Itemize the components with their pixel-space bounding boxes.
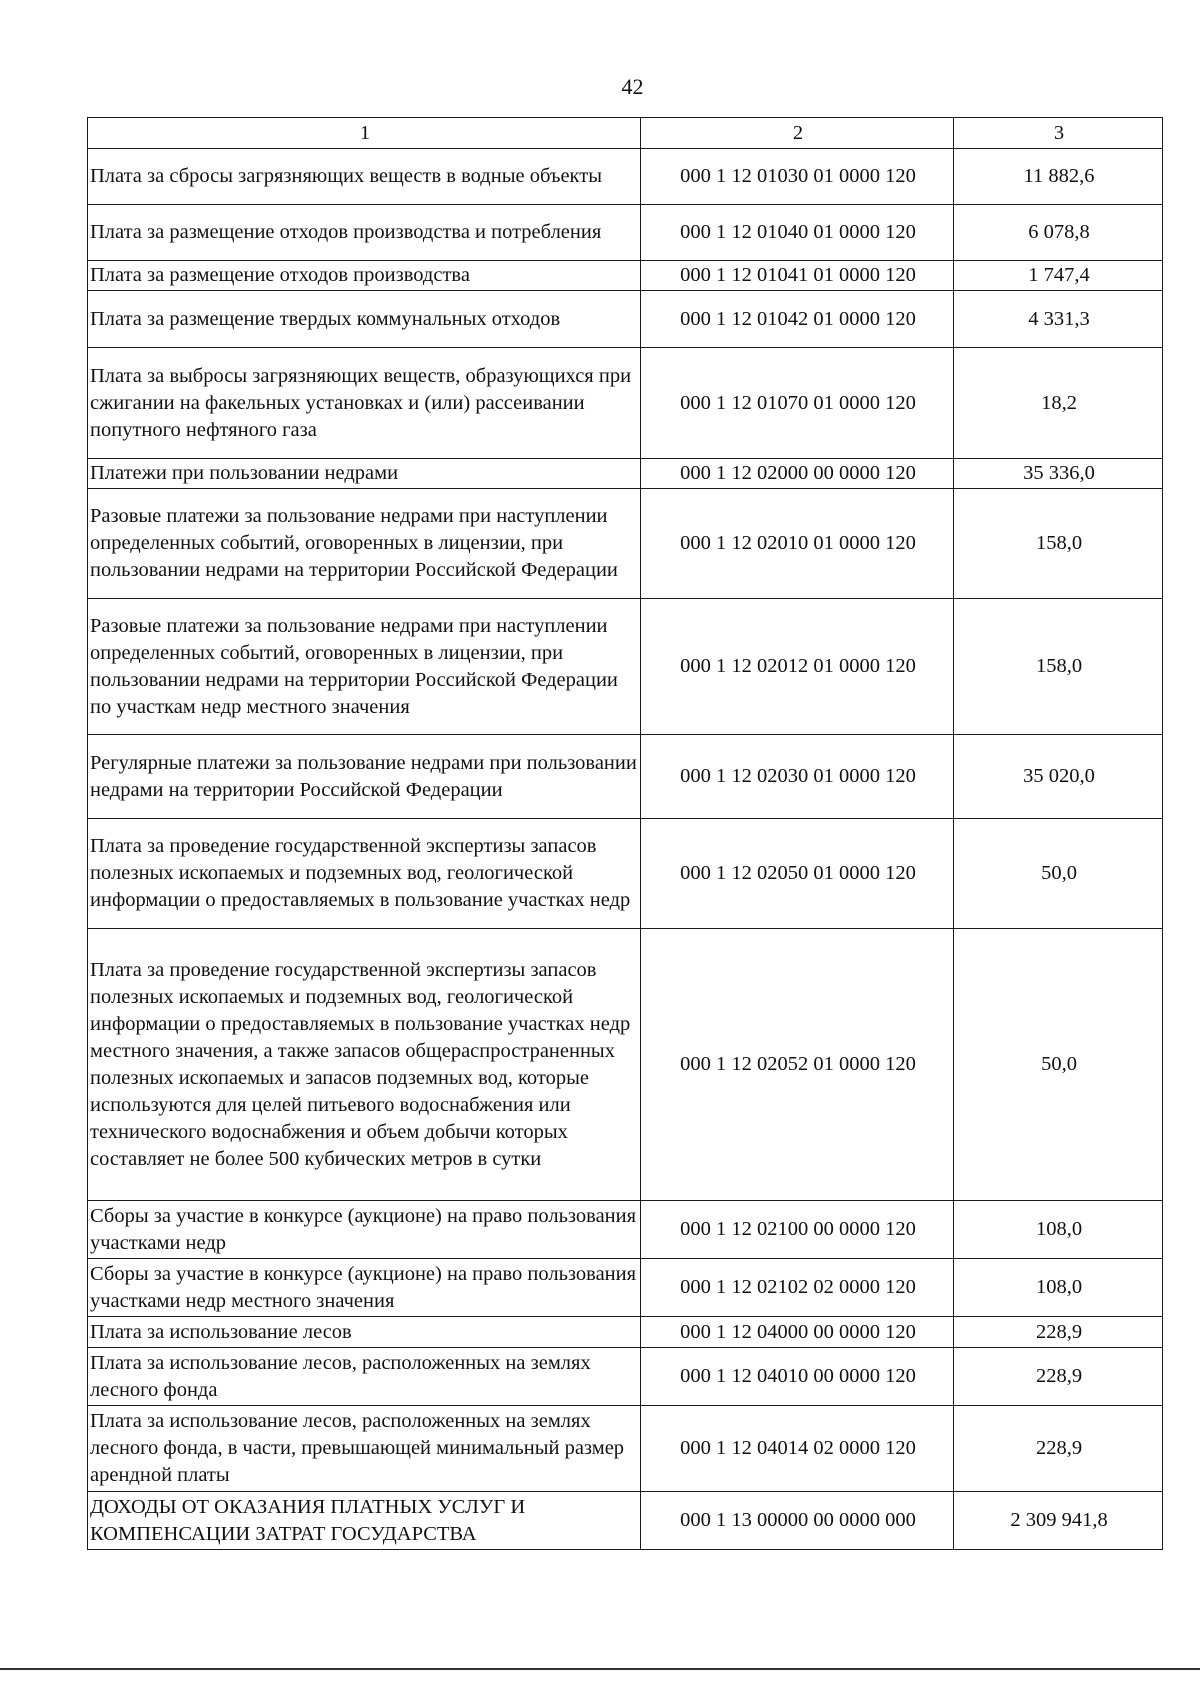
budget-code: 000 1 12 01041 01 0000 120 [641, 261, 954, 291]
amount: 2 309 941,8 [954, 1492, 1163, 1550]
budget-code: 000 1 12 04014 02 0000 120 [641, 1406, 954, 1492]
budget-code: 000 1 12 02012 01 0000 120 [641, 599, 954, 735]
revenue-name: Платежи при пользовании недрами [88, 459, 641, 489]
table-row [88, 819, 1163, 929]
amount: 158,0 [954, 599, 1163, 735]
table-row [88, 1201, 1163, 1259]
revenue-name: Плата за размещение твердых коммунальных отходов [88, 291, 641, 348]
amount: 11 882,6 [954, 149, 1163, 205]
amount: 1 747,4 [954, 261, 1163, 291]
revenue-name: Плата за использование лесов, расположенных на землях лесного фонда, в части, превышающей минимальный размер арендной платы [88, 1406, 641, 1492]
revenue-name: Сборы за участие в конкурсе (аукционе) на право пользования участками недр [88, 1201, 641, 1259]
budget-revenue-table [87, 117, 1163, 1550]
revenue-name: Плата за проведение государственной экспертизы запасов полезных ископаемых и подземных вод, геологической информации о предоставляемых в пользование участках недр [88, 819, 641, 929]
budget-code: 000 1 12 01042 01 0000 120 [641, 291, 954, 348]
budget-code: 000 1 12 02010 01 0000 120 [641, 489, 954, 599]
budget-code: 000 1 12 02102 02 0000 120 [641, 1259, 954, 1317]
column-header-3: 3 [954, 118, 1163, 149]
amount: 35 020,0 [954, 735, 1163, 819]
amount: 35 336,0 [954, 459, 1163, 489]
amount: 228,9 [954, 1317, 1163, 1348]
amount: 50,0 [954, 819, 1163, 929]
budget-code: 000 1 12 04000 00 0000 120 [641, 1317, 954, 1348]
budget-code: 000 1 12 01070 01 0000 120 [641, 348, 954, 459]
table-row [88, 1348, 1163, 1406]
budget-code: 000 1 12 02000 00 0000 120 [641, 459, 954, 489]
footer-rule [0, 1668, 1200, 1670]
table-row [88, 1406, 1163, 1492]
revenue-name: Плата за размещение отходов производства и потребления [88, 205, 641, 261]
budget-code: 000 1 12 02052 01 0000 120 [641, 929, 954, 1201]
revenue-name: Сборы за участие в конкурсе (аукционе) на право пользования участками недр местного значения [88, 1259, 641, 1317]
table-row [88, 205, 1163, 261]
revenue-name: Плата за использование лесов, расположенных на землях лесного фонда [88, 1348, 641, 1406]
page-number: 42 [621, 74, 644, 99]
revenue-name: Разовые платежи за пользование недрами при наступлении определенных событий, оговоренных в лицензии, при пользовании недрами на территории Российской Федерации по участкам недр местного значения [88, 599, 641, 735]
revenue-name: Плата за размещение отходов производства [88, 261, 641, 291]
amount: 228,9 [954, 1406, 1163, 1492]
column-header-2: 2 [641, 118, 954, 149]
table-row [88, 735, 1163, 819]
column-header-1: 1 [88, 118, 641, 149]
amount: 4 331,3 [954, 291, 1163, 348]
revenue-name: ДОХОДЫ ОТ ОКАЗАНИЯ ПЛАТНЫХ УСЛУГ И КОМПЕНСАЦИИ ЗАТРАТ ГОСУДАРСТВА [88, 1492, 641, 1550]
table-header-row [88, 118, 1163, 149]
table-row [88, 929, 1163, 1201]
revenue-name: Плата за проведение государственной экспертизы запасов полезных ископаемых и подземных вод, геологической информации о предоставляемых в пользование участках недр местного значения, а также запасов общераспространенных полезных ископаемых и запасов подземных вод, которые используются для целей питьевого водоснабжения или технического водоснабжения и объем добычи которых составляет не более 500 кубических метров в сутки [88, 929, 641, 1201]
budget-code: 000 1 12 02100 00 0000 120 [641, 1201, 954, 1259]
table-row [88, 1259, 1163, 1317]
revenue-name: Регулярные платежи за пользование недрами при пользовании недрами на территории Российской Федерации [88, 735, 641, 819]
table-row [88, 1317, 1163, 1348]
revenue-name: Плата за использование лесов [88, 1317, 641, 1348]
budget-code: 000 1 12 02030 01 0000 120 [641, 735, 954, 819]
table-row [88, 599, 1163, 735]
revenue-name: Плата за сбросы загрязняющих веществ в водные объекты [88, 149, 641, 205]
amount: 228,9 [954, 1348, 1163, 1406]
amount: 158,0 [954, 489, 1163, 599]
budget-code: 000 1 12 01030 01 0000 120 [641, 149, 954, 205]
table-row [88, 1492, 1163, 1550]
amount: 18,2 [954, 348, 1163, 459]
amount: 50,0 [954, 929, 1163, 1201]
budget-code: 000 1 12 02050 01 0000 120 [641, 819, 954, 929]
budget-code: 000 1 12 01040 01 0000 120 [641, 205, 954, 261]
amount: 108,0 [954, 1259, 1163, 1317]
table-row [88, 489, 1163, 599]
budget-code: 000 1 12 04010 00 0000 120 [641, 1348, 954, 1406]
budget-code: 000 1 13 00000 00 0000 000 [641, 1492, 954, 1550]
table-row [88, 348, 1163, 459]
table-row [88, 459, 1163, 489]
revenue-name: Плата за выбросы загрязняющих веществ, образующихся при сжигании на факельных установках и (или) рассеивании попутного нефтяного газа [88, 348, 641, 459]
amount: 6 078,8 [954, 205, 1163, 261]
amount: 108,0 [954, 1201, 1163, 1259]
revenue-name: Разовые платежи за пользование недрами при наступлении определенных событий, оговоренных в лицензии, при пользовании недрами на территории Российской Федерации [88, 489, 641, 599]
table-row [88, 149, 1163, 205]
table-row [88, 291, 1163, 348]
table-row [88, 261, 1163, 291]
